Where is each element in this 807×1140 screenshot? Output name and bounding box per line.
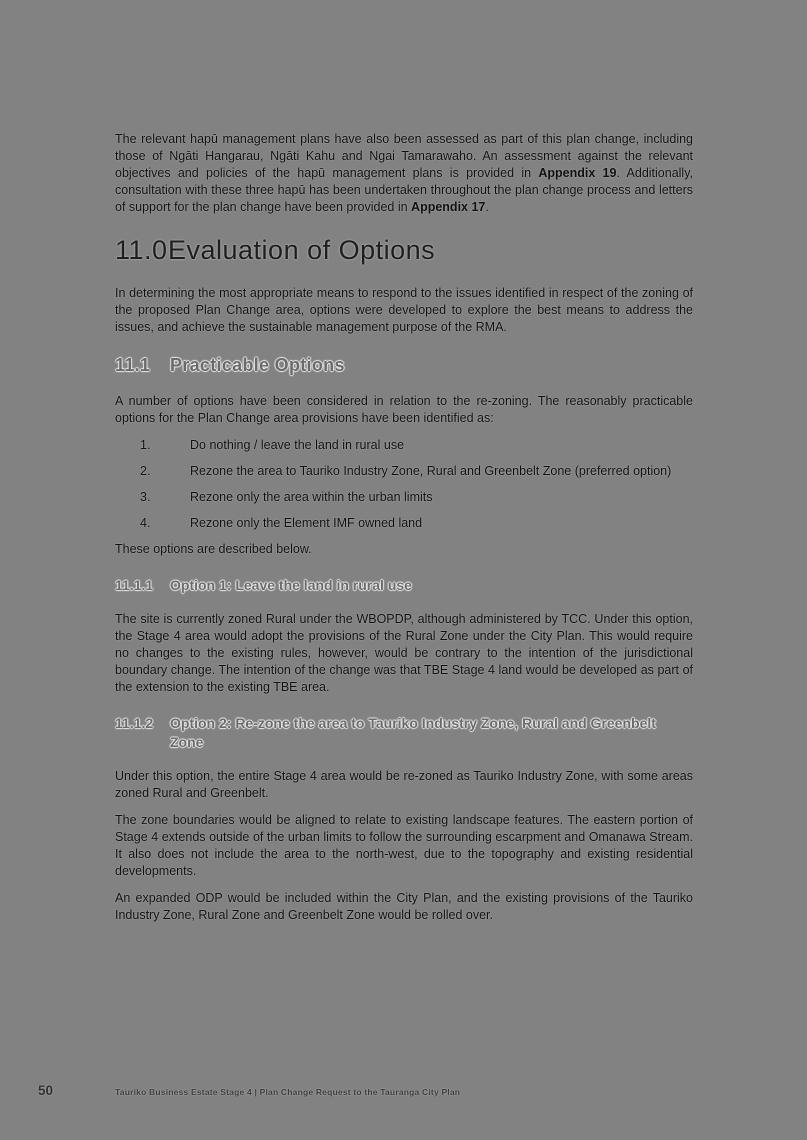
paragraph-option-2-c: An expanded ODP would be included within the City Plan, and the existing provisions of the Tauriko Industry Zone, Rural Zone and Greenbelt Zone would be rolled over. [115,891,693,922]
heading-11-1-1-title: Option 1: Leave the land in rural use [170,577,412,593]
heading-11-0 [115,233,693,267]
heading-11-1-1 [115,576,693,595]
list-item-text: Rezone the area to Tauriko Industry Zone, Rural and Greenbelt Zone (preferred option) [190,464,672,478]
list-item-option-4 [115,515,693,532]
paragraph-option-2-a: Under this option, the entire Stage 4 area would be re-zoned as Tauriko Industry Zone, with some areas zoned Rural and Greenbelt. [115,769,693,800]
paragraph-option-2-b: The zone boundaries would be aligned to relate to existing landscape features. The eastern portion of Stage 4 extends outside of the urban limits to follow the surrounding escarpment and Omanawa Stream. It also does not include the area to the north-west, due to the topography and existing residential developments. [115,813,693,878]
intro-text-1: The relevant hapū management plans have also been assessed as part of this plan change, including those of Ngāti Hangarau, Ngāti Kahu and Ngai Tamarawaho. An assessment against the relevant objectives and policies of the hapū management plans is provided in [115,132,693,180]
heading-11-1-title: Practicable Options [170,355,345,375]
footer-page-number: 50 [38,1083,54,1098]
list-item-text: Rezone only the area within the urban limits [190,490,433,504]
appendix-17-reference: Appendix 17 [411,200,486,214]
heading-11-1-2-title: Option 2: Re-zone the area to Tauriko Industry Zone, Rural and Greenbelt Zone [170,715,656,750]
paragraph-practicable-options: A number of options have been considered in relation to the re-zoning. The reasonably practicable options for the Plan Change area provisions have been identified as: [115,394,693,425]
list-item-option-3 [115,489,693,506]
list-item-number: 1. [140,438,151,452]
page-content [115,131,693,934]
appendix-19-reference: Appendix 19 [538,166,617,180]
heading-11-1-2 [115,714,693,752]
list-item-option-2 [115,463,693,480]
heading-11-0-number: 11.0 [115,235,168,265]
intro-text-3: . [485,200,489,214]
paragraph-option-1: The site is currently zoned Rural under the WBOPDP, although administered by TCC. Under this option, the Stage 4 area would adopt the provisions of the Rural Zone under the City Plan. This would require no changes to the existing rules, however, would be contrary to the intention of the jurisdictional boundary change. The intention of the change was that TBE Stage 4 land would be developed as part of the extension to the existing TBE area. [115,612,693,694]
list-item-number: 3. [140,490,151,504]
list-item-number: 2. [140,464,151,478]
options-list [115,437,693,532]
intro-paragraph [115,131,693,216]
heading-11-1-2-number: 11.1.2 [115,715,154,731]
heading-11-0-title: Evaluation of Options [168,235,436,265]
heading-11-1 [115,354,693,376]
list-item-option-1 [115,437,693,454]
heading-11-1-number: 11.1 [115,355,151,375]
paragraph-evaluation: In determining the most appropriate means to respond to the issues identified in respect of the zoning of the proposed Plan Change area, options were developed to explore the best means to address the issues, and achieve the sustainable management purpose of the RMA. [115,286,693,334]
footer-document-title: Tauriko Business Estate Stage 4 | Plan Change Request to the Tauranga City Plan [115,1087,461,1097]
heading-11-1-1-number: 11.1.1 [115,577,154,593]
list-item-text: Do nothing / leave the land in rural use [190,438,405,452]
list-item-text: Rezone only the Element IMF owned land [190,516,423,530]
list-item-number: 4. [140,516,151,530]
paragraph-options-closing: These options are described below. [115,542,312,556]
intro-text-2: . Additionally, consultation with these three hapū has been undertaken throughout the plan change process and letters of support for the plan change have been provided in [115,166,694,214]
